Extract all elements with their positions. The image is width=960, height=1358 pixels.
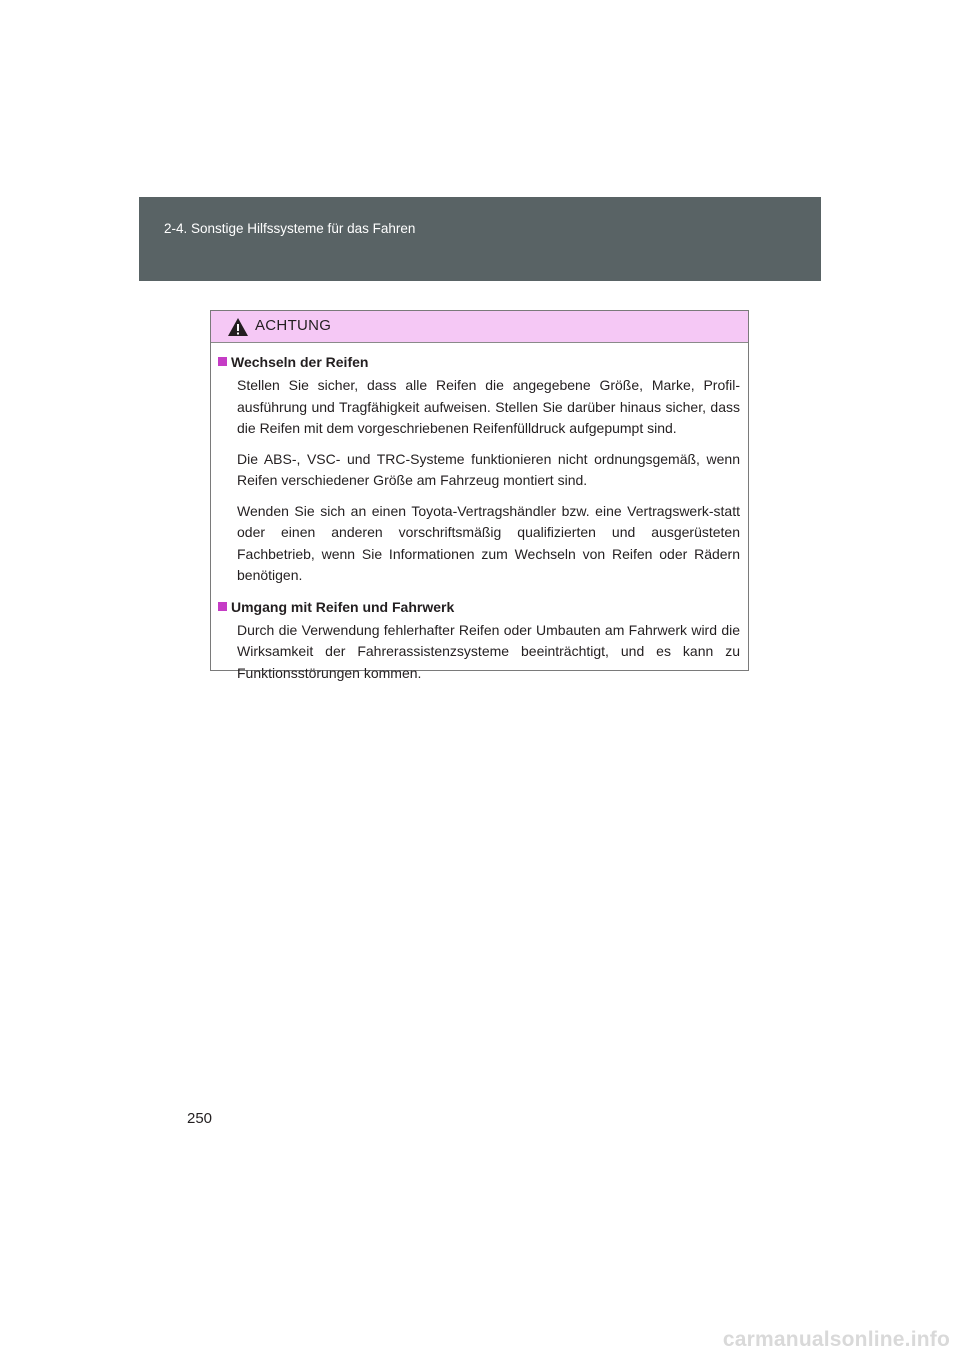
paragraph: Durch die Verwendung fehlerhafter Reifen oder Umbauten am Fahrwerk wird die Wirksamkeit der Fahrerassistenzsysteme beeinträchtigt, und es kann zu Funktionsstörungen kommen. [237, 621, 740, 681]
bullet-square-icon [218, 602, 227, 611]
topic-heading [231, 351, 740, 374]
warning-label: ACHTUNG [255, 317, 332, 334]
topic-heading [231, 596, 740, 619]
watermark: carmanualsonline.info [722, 1328, 950, 1351]
warning-body [211, 343, 748, 684]
bullet-square-icon [218, 357, 227, 366]
section-title: 2-4. Sonstige Hilfssysteme für das Fahren [164, 221, 416, 236]
paragraph: Wenden Sie sich an einen Toyota-Vertragshändler bzw. eine Vertragswerk-statt oder einen anderen vorschriftsmäßig qualifizierten und ausgerüsteten Fachbetrieb, wenn Sie Informationen zum Wechseln von Reifen oder Rädern benötigen. [237, 502, 740, 583]
topic-tire-change [218, 351, 740, 587]
topic-tire-suspension [218, 596, 740, 685]
warning-box [210, 310, 749, 681]
paragraph: Die ABS-, VSC- und TRC-Systeme funktionieren nicht ordnungsgemäß, wenn Reifen verschiedener Größe am Fahrzeug montiert sind. [237, 450, 740, 488]
section-header-band [139, 197, 821, 281]
warning-triangle-icon [227, 317, 249, 337]
warning-header [211, 311, 748, 343]
topic-heading-text: Umgang mit Reifen und Fahrwerk [231, 598, 455, 615]
page-number: 250 [187, 1110, 213, 1127]
paragraph: Stellen Sie sicher, dass alle Reifen die angegebene Größe, Marke, Profil-ausführung und Tragfähigkeit aufweisen. Stellen Sie darüber hinaus sicher, dass die Reifen mit dem vorgeschriebenen Reifenfülldruck aufgepumpt sind. [237, 377, 740, 436]
topic-heading-text: Wechseln der Reifen [231, 354, 369, 370]
